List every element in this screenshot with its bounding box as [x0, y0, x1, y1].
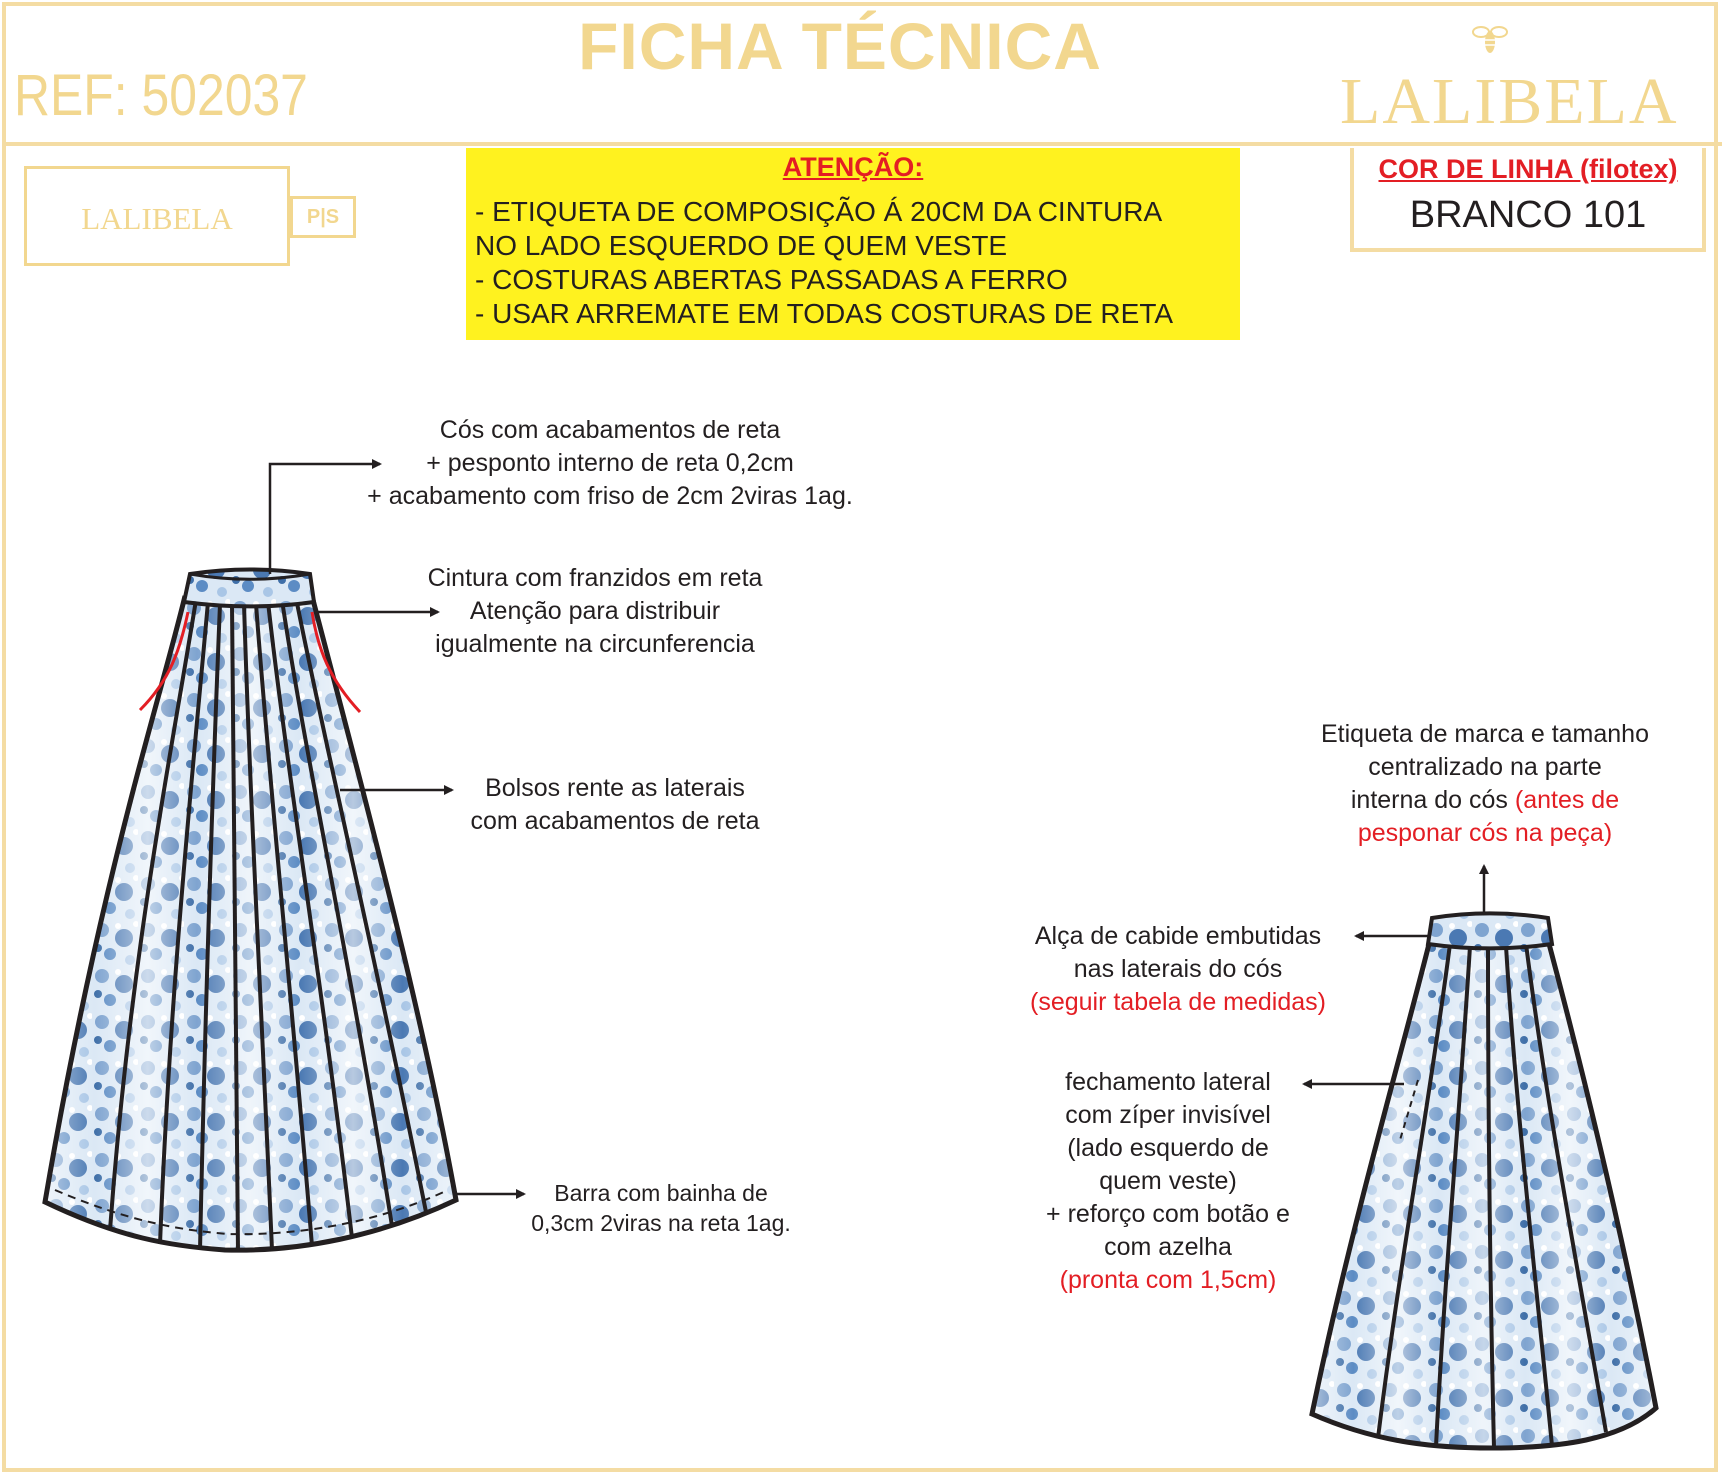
note-brand-label: [1270, 718, 1700, 850]
note-line: centralizado na parte: [1368, 753, 1602, 781]
attention-title: ATENÇÃO:: [782, 152, 924, 182]
note-line: com acabamentos de reta: [470, 807, 760, 835]
size-tag: P|S: [290, 196, 356, 238]
note-line-red: (seguir tabela de medidas): [1030, 988, 1326, 1016]
attention-line: NO LADO ESQUERDO DE QUEM VESTE: [475, 230, 1008, 261]
note-line: (lado esquerdo de: [1067, 1134, 1269, 1162]
back-skirt-illustration: [1312, 914, 1656, 1449]
note-line: Barra com bainha de: [554, 1180, 768, 1206]
note-line: 0,3cm 2viras na reta 1ag.: [531, 1210, 791, 1236]
thread-color-title: COR DE LINHA (filotex): [1378, 154, 1678, 184]
note-line: + pesponto interno de reta 0,2cm: [426, 449, 794, 477]
note-line: + reforço com botão e: [1046, 1200, 1290, 1228]
note-line: Alça de cabide embutidas: [1034, 922, 1322, 950]
note-line: fechamento lateral: [1065, 1068, 1271, 1096]
note-line-red: (pronta com 1,5cm): [1059, 1266, 1277, 1294]
note-line: quem veste): [1099, 1167, 1237, 1195]
note-line: + acabamento com friso de 2cm 2viras 1ag.: [367, 482, 853, 510]
note-waistband: [310, 414, 910, 513]
note-line-red: pesponar cós na peça): [1357, 819, 1613, 847]
note-waist: [380, 562, 810, 661]
label-brand-text: LALIBELA: [81, 201, 233, 236]
attention-line: - USAR ARREMATE EM TODAS COSTURAS DE RETA: [475, 298, 1174, 329]
attention-line: - ETIQUETA DE COMPOSIÇÃO Á 20CM DA CINTURA: [475, 196, 1163, 227]
front-skirt-illustration: [45, 570, 456, 1253]
page-title: FICHA TÉCNICA: [578, 9, 1102, 83]
note-line: com zíper invisível: [1065, 1101, 1271, 1129]
thread-color-value: BRANCO 101: [1409, 194, 1647, 236]
note-line: igualmente na circunferencia: [435, 630, 755, 658]
note-line: Etiqueta de marca e tamanho: [1321, 720, 1649, 748]
note-side-closure: [1018, 1066, 1318, 1297]
note-line: interna do cós: [1350, 786, 1515, 814]
note-line: nas laterais do cós: [1073, 955, 1283, 983]
note-line: com azelha: [1104, 1233, 1232, 1261]
brand-logo: LALIBELA: [1340, 65, 1679, 138]
note-line-red: (antes de: [1514, 786, 1620, 814]
attention-line: - COSTURAS ABERTAS PASSADAS A FERRO: [475, 264, 1068, 295]
note-hem: [500, 1178, 822, 1238]
note-line: Cós com acabamentos de reta: [439, 416, 781, 444]
note-hanger-loops: [1000, 920, 1356, 1019]
note-pockets: [440, 772, 790, 838]
note-line: Bolsos rente as laterais: [485, 774, 745, 802]
reference-code: REF: 502037: [14, 63, 308, 128]
note-line: Cintura com franzidos em reta: [427, 564, 763, 592]
note-line: Atenção para distribuir: [469, 597, 721, 625]
